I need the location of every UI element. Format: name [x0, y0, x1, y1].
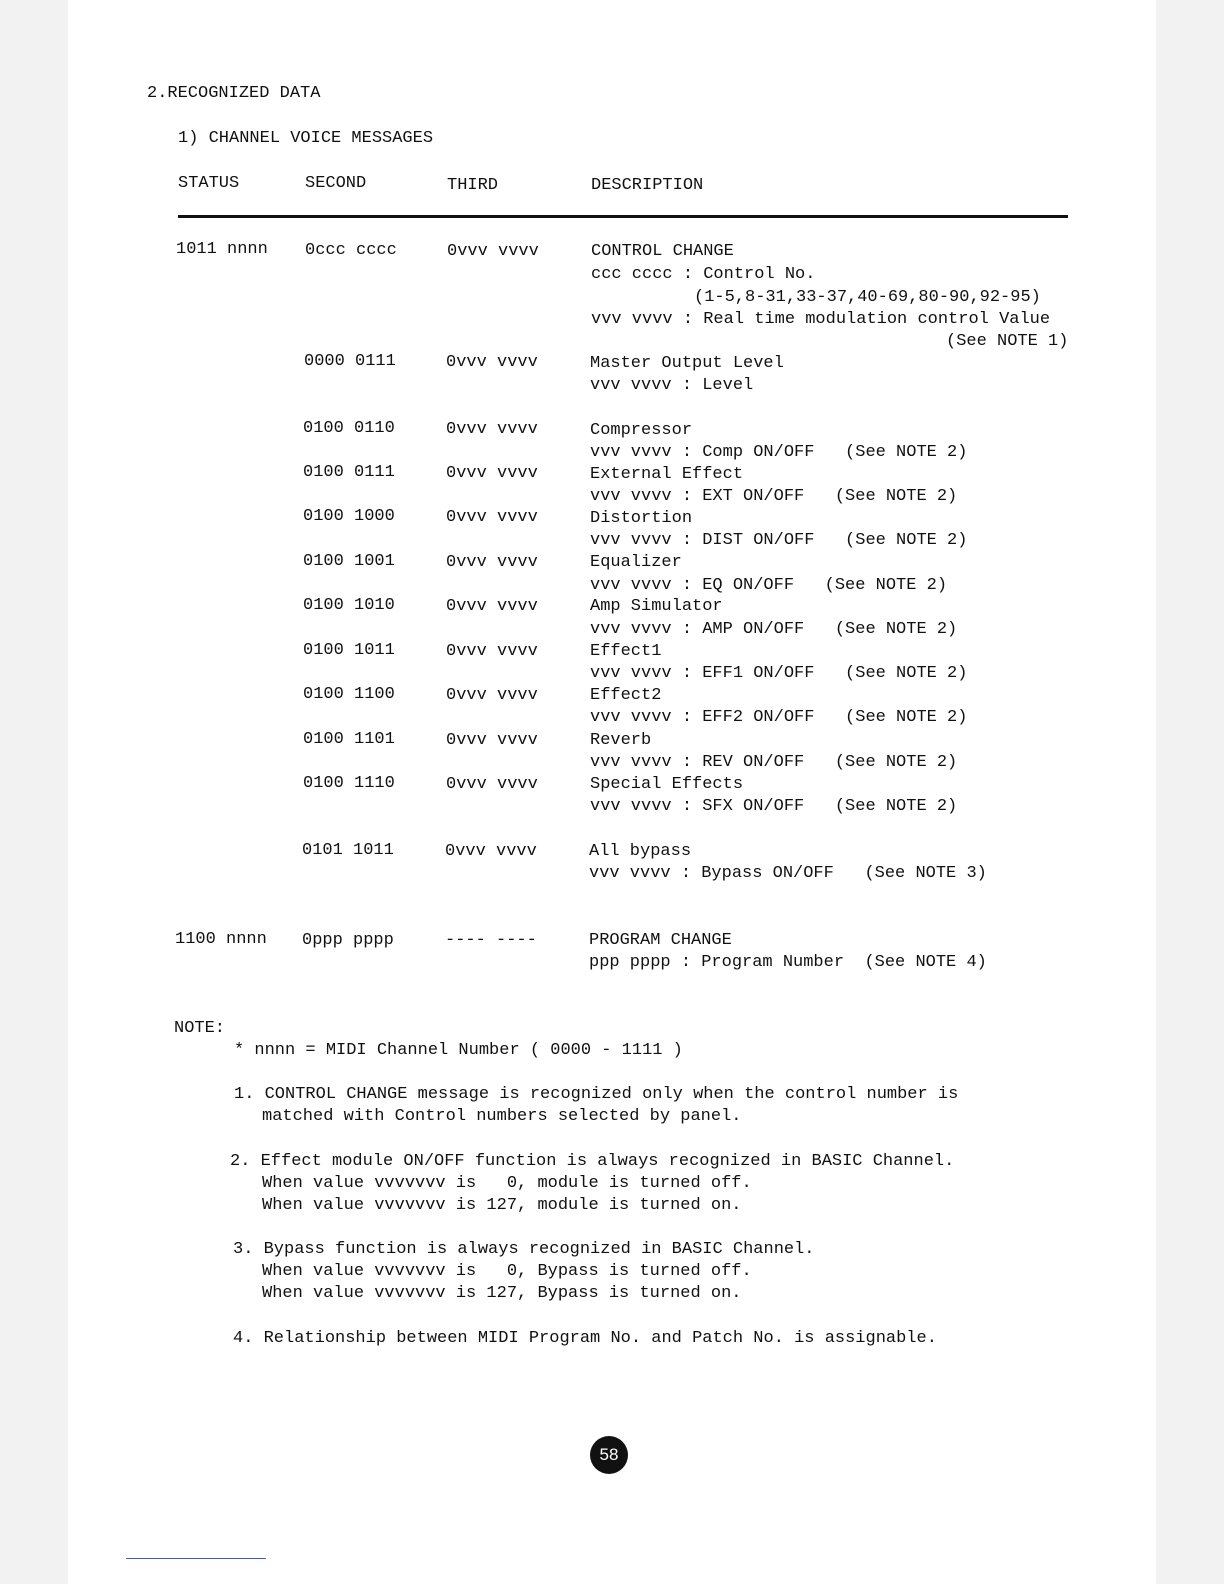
note-2a: 2. Effect module ON/OFF function is always recognized in BASIC Channel. — [230, 1152, 955, 1171]
footer-link-underline — [126, 1558, 266, 1559]
col-status: STATUS — [178, 174, 240, 193]
cc-line3: vvv vvvv : Real time modulation control Value — [591, 310, 1051, 329]
master-second: 0000 0111 — [304, 352, 396, 371]
effect-row-desc: vvv vvvv : SFX ON/OFF (See NOTE 2) — [590, 797, 958, 816]
notes-header: NOTE: — [174, 1019, 226, 1038]
effect-row-second: 0100 1110 — [303, 774, 395, 793]
effect-row-third: 0vvv vvvv — [446, 642, 538, 661]
note-4: 4. Relationship between MIDI Program No. and Patch No. is assignable. — [233, 1329, 937, 1348]
effect-row-desc: vvv vvvv : EQ ON/OFF (See NOTE 2) — [590, 576, 948, 595]
master-third: 0vvv vvvv — [446, 353, 538, 372]
effect-row-title: Reverb — [590, 731, 652, 750]
effect-row-desc: vvv vvvv : AMP ON/OFF (See NOTE 2) — [590, 620, 958, 639]
effect-row-second: 0100 1001 — [303, 552, 395, 571]
effect-row-second: 0100 0110 — [303, 419, 395, 438]
note-3b: When value vvvvvvv is 0, Bypass is turned off. — [262, 1262, 752, 1281]
effect-row-desc: vvv vvvv : DIST ON/OFF (See NOTE 2) — [590, 531, 968, 550]
note-star: * nnnn = MIDI Channel Number ( 0000 - 1111 ) — [234, 1041, 683, 1060]
col-third: THIRD — [447, 176, 499, 195]
master-title: Master Output Level — [590, 354, 784, 373]
effect-row-third: 0vvv vvvv — [446, 686, 538, 705]
pc-title: PROGRAM CHANGE — [589, 931, 732, 950]
effect-row-third: 0vvv vvvv — [446, 731, 538, 750]
effect-row-desc: vvv vvvv : EXT ON/OFF (See NOTE 2) — [590, 487, 958, 506]
effect-row-desc: vvv vvvv : REV ON/OFF (See NOTE 2) — [590, 753, 958, 772]
effect-row-third: 0vvv vvvv — [446, 508, 538, 527]
effect-row-title: Amp Simulator — [590, 597, 723, 616]
cc-second: 0ccc cccc — [305, 241, 397, 260]
effect-row-title: Compressor — [590, 421, 693, 440]
effect-row-title: Special Effects — [590, 775, 744, 794]
note-1b: matched with Control numbers selected by panel. — [262, 1107, 742, 1126]
bypass-third: 0vvv vvvv — [445, 842, 537, 861]
col-second: SECOND — [305, 174, 367, 193]
effect-row-second: 0100 1010 — [303, 596, 395, 615]
col-description: DESCRIPTION — [591, 176, 704, 195]
header-rule — [178, 215, 1068, 218]
effect-row-third: 0vvv vvvv — [446, 553, 538, 572]
note-1a: 1. CONTROL CHANGE message is recognized only when the control number is — [234, 1085, 959, 1104]
effect-row-third: 0vvv vvvv — [446, 420, 538, 439]
note-2b: When value vvvvvvv is 0, module is turned off. — [262, 1174, 752, 1193]
bypass-desc: vvv vvvv : Bypass ON/OFF (See NOTE 3) — [589, 864, 987, 883]
effect-row-third: 0vvv vvvv — [446, 597, 538, 616]
effect-row-second: 0100 1100 — [303, 685, 395, 704]
cc-line1: ccc cccc : Control No. — [591, 265, 816, 284]
master-desc: vvv vvvv : Level — [590, 376, 754, 395]
note-3c: When value vvvvvvv is 127, Bypass is turned on. — [262, 1284, 742, 1303]
effect-row-second: 0100 0111 — [303, 463, 395, 482]
pc-third: ---- ---- — [445, 931, 537, 950]
cc-third: 0vvv vvvv — [447, 242, 539, 261]
cc-title: CONTROL CHANGE — [591, 242, 734, 261]
effect-row-desc: vvv vvvv : EFF2 ON/OFF (See NOTE 2) — [590, 708, 968, 727]
page-number: 58 — [590, 1436, 628, 1474]
effect-row-third: 0vvv vvvv — [446, 464, 538, 483]
effect-row-title: Distortion — [590, 509, 693, 528]
note-2c: When value vvvvvvv is 127, module is turned on. — [262, 1196, 742, 1215]
cc-status: 1011 nnnn — [176, 240, 268, 259]
note-3a: 3. Bypass function is always recognized in BASIC Channel. — [233, 1240, 815, 1259]
effect-row-second: 0100 1011 — [303, 641, 395, 660]
section-title: 2.RECOGNIZED DATA — [147, 84, 321, 103]
bypass-title: All bypass — [589, 842, 692, 861]
cc-line2: (1-5,8-31,33-37,40-69,80-90,92-95) — [694, 288, 1041, 307]
effect-row-second: 0100 1101 — [303, 730, 395, 749]
pc-second: 0ppp pppp — [302, 931, 394, 950]
effect-row-title: External Effect — [590, 465, 744, 484]
cc-line4: (See NOTE 1) — [946, 332, 1069, 351]
effect-row-desc: vvv vvvv : EFF1 ON/OFF (See NOTE 2) — [590, 664, 968, 683]
effect-row-desc: vvv vvvv : Comp ON/OFF (See NOTE 2) — [590, 443, 968, 462]
effect-row-title: Effect2 — [590, 686, 662, 705]
pc-desc: ppp pppp : Program Number (See NOTE 4) — [589, 953, 987, 972]
pc-status: 1100 nnnn — [175, 930, 267, 949]
effect-row-title: Effect1 — [590, 642, 662, 661]
subsection-title: 1) CHANNEL VOICE MESSAGES — [178, 129, 434, 148]
effect-row-second: 0100 1000 — [303, 507, 395, 526]
effect-row-title: Equalizer — [590, 553, 682, 572]
effect-row-third: 0vvv vvvv — [446, 775, 538, 794]
bypass-second: 0101 1011 — [302, 841, 394, 860]
